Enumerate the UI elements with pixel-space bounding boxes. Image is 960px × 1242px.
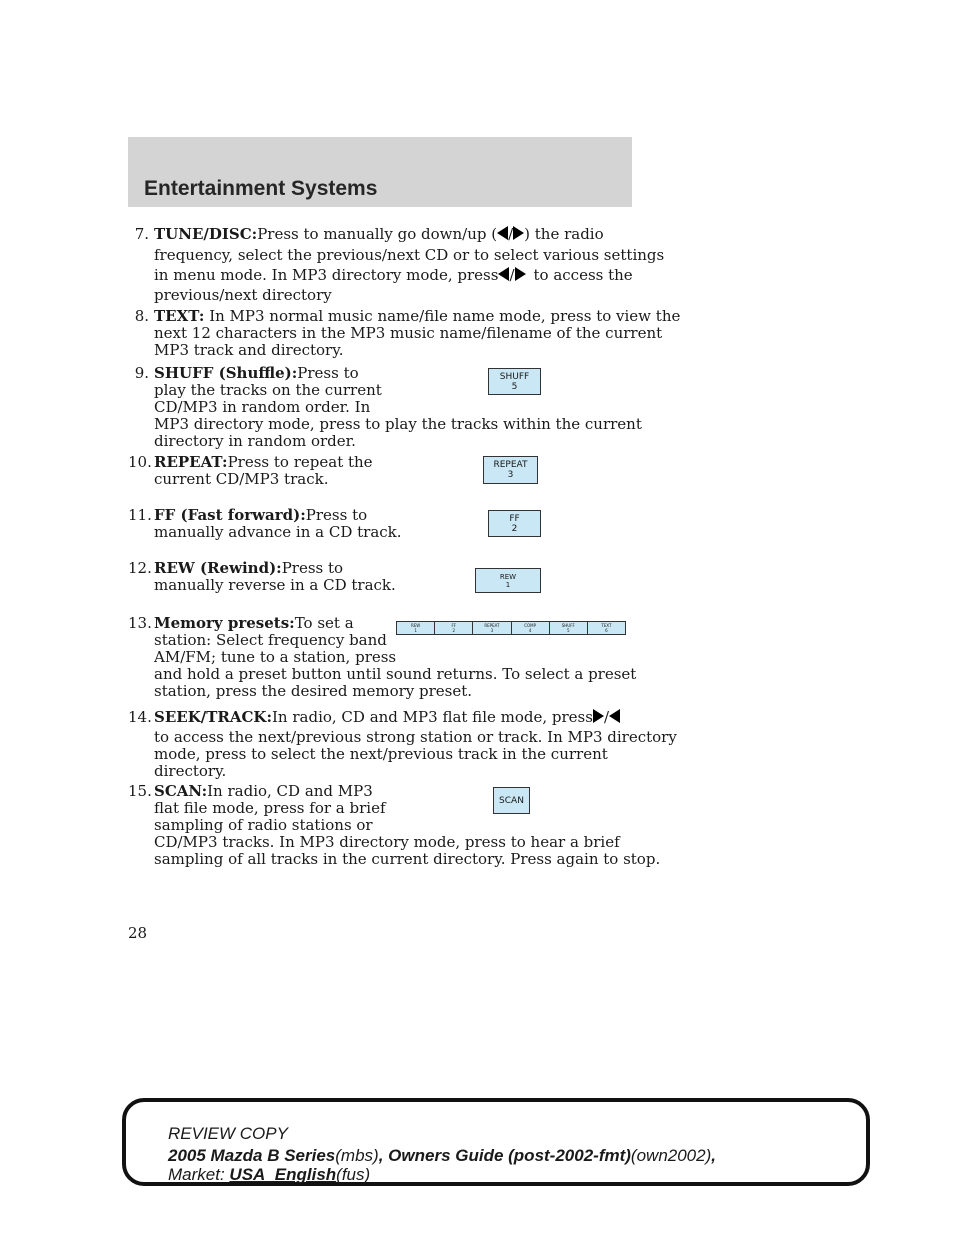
preset-button-1[interactable]: REW 1	[396, 621, 435, 635]
item-label: TUNE/DISC:	[154, 225, 258, 243]
item-number: 8.	[134, 307, 149, 325]
preset-button-4[interactable]: COMP 4	[511, 621, 550, 635]
preset-button-5[interactable]: SHUFF 5	[549, 621, 588, 635]
page-number: 28	[128, 924, 148, 942]
item-label: Memory presets:	[154, 614, 295, 632]
item-number: 14.	[128, 708, 152, 726]
item-label: TEXT:	[154, 307, 205, 325]
preset-button-6[interactable]: TEXT 6	[587, 621, 626, 635]
item-label: REW (Rewind):	[154, 559, 282, 577]
preset-button-2[interactable]: FF 2	[434, 621, 473, 635]
review-footer	[122, 1098, 870, 1186]
right-arrow-icon	[593, 709, 604, 723]
ff-button[interactable]: FF 2	[488, 510, 541, 537]
right-arrow-icon	[513, 226, 524, 240]
item-label: FF (Fast forward):	[154, 506, 306, 524]
footer-review-copy: REVIEW COPY	[168, 1124, 288, 1143]
item-number: 15.	[128, 782, 152, 800]
item-label: REPEAT:	[154, 453, 228, 471]
rew-button[interactable]: REW 1	[475, 568, 541, 593]
section-header	[128, 137, 632, 207]
left-arrow-icon	[498, 267, 509, 281]
repeat-button[interactable]: REPEAT 3	[483, 456, 538, 484]
item-label: SEEK/TRACK:	[154, 708, 272, 726]
item-number: 9.	[134, 364, 149, 382]
preset-button-row	[396, 621, 625, 635]
item-number: 13.	[128, 614, 152, 632]
item-label: SHUFF (Shuffle):	[154, 364, 298, 382]
scan-button[interactable]: SCAN	[493, 787, 530, 814]
section-title: Entertainment Systems	[144, 177, 378, 200]
left-arrow-icon	[497, 226, 508, 240]
item-number: 10.	[128, 453, 152, 471]
footer-market: Market: USA_English(fus)	[168, 1165, 371, 1184]
preset-button-3[interactable]: REPEAT 3	[472, 621, 511, 635]
right-arrow-icon	[515, 267, 526, 281]
item-number: 7.	[134, 225, 149, 243]
left-arrow-icon	[609, 709, 620, 723]
item-label: SCAN:	[154, 782, 208, 800]
item-number: 11.	[128, 506, 152, 524]
footer-book-info: 2005 Mazda B Series(mbs), Owners Guide (post-2002-fmt)(own2002),	[168, 1146, 716, 1165]
item-number: 12.	[128, 559, 152, 577]
shuff-button[interactable]: SHUFF 5	[488, 368, 541, 395]
